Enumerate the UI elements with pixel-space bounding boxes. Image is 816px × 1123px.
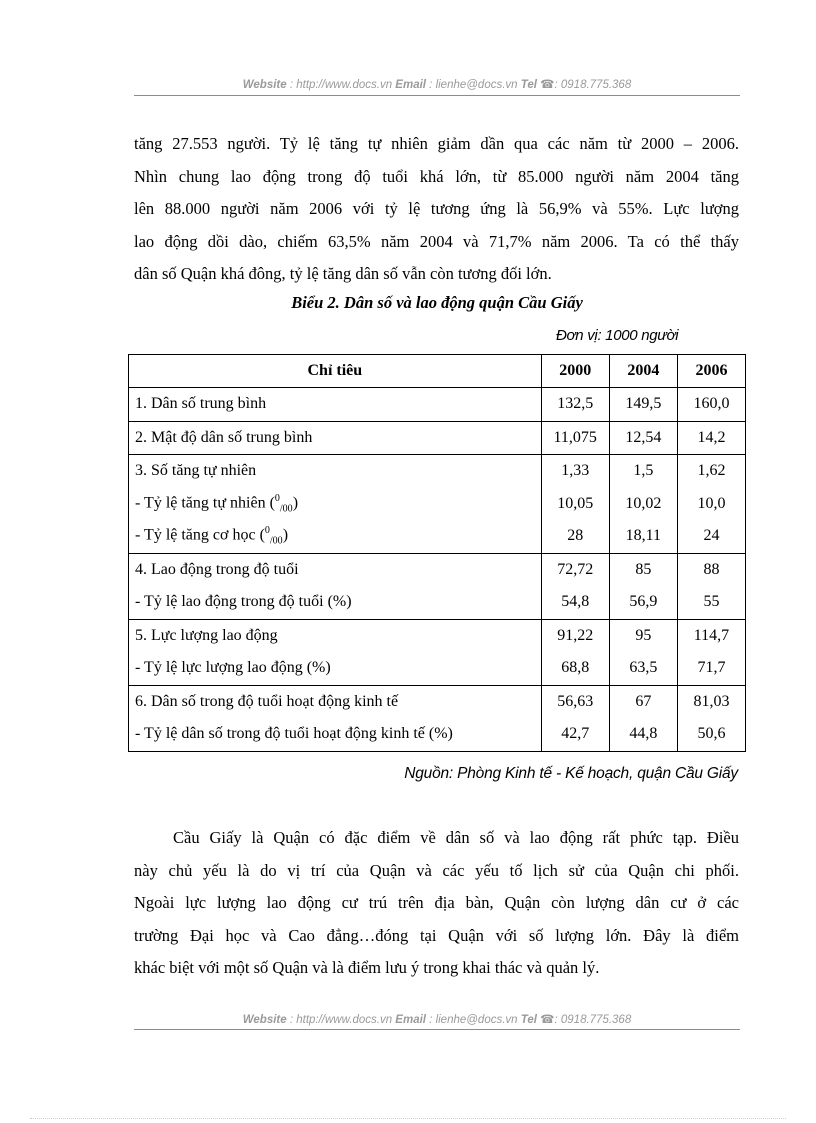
table-row bbox=[129, 652, 746, 685]
cell-value: 11,075 bbox=[541, 421, 609, 455]
cell-value: 1,62 bbox=[677, 455, 745, 488]
cell-value: 42,7 bbox=[541, 718, 609, 751]
permille-sup: 0 bbox=[264, 525, 270, 537]
cell-value: 88 bbox=[677, 553, 745, 586]
cell-value: 95 bbox=[609, 619, 677, 652]
email-value[interactable]: : lienhe@docs.vn bbox=[425, 79, 521, 91]
cell-value: 114,7 bbox=[677, 619, 745, 652]
row-label: 5. Lực lượng lao động bbox=[129, 619, 542, 652]
paragraph-line: Ngoài lực lượng lao động cư trú trên địa bàn, Quận còn lượng dân cư ở các bbox=[134, 893, 739, 913]
cell-value: 14,2 bbox=[677, 421, 745, 455]
paragraph-line: lên 88.000 người năm 2006 với tỷ lệ tương ứng là 56,9% và 55%. Lực lượng bbox=[134, 199, 739, 219]
cell-value: 1,5 bbox=[609, 455, 677, 488]
cell-value: 132,5 bbox=[541, 388, 609, 422]
page-edge-divider bbox=[30, 1118, 786, 1119]
table-row bbox=[129, 455, 746, 488]
analysis-paragraph bbox=[134, 822, 739, 985]
cell-value: 44,8 bbox=[609, 718, 677, 751]
intro-paragraph bbox=[134, 128, 739, 291]
cell-value: 149,5 bbox=[609, 388, 677, 422]
row-label bbox=[129, 488, 542, 521]
row-label bbox=[129, 520, 542, 553]
cell-value: 55 bbox=[677, 586, 745, 619]
row-label: - Tỷ lệ lực lượng lao động (%) bbox=[129, 652, 542, 685]
row-label: 1. Dân số trung bình bbox=[129, 388, 542, 422]
table-row bbox=[129, 488, 746, 521]
cell-value: 50,6 bbox=[677, 718, 745, 751]
table-row bbox=[129, 718, 746, 751]
cell-value: 10,02 bbox=[609, 488, 677, 521]
website-value[interactable]: : http://www.docs.vn bbox=[286, 79, 396, 91]
table-row bbox=[129, 388, 746, 422]
row-label: - Tỷ lệ dân số trong độ tuổi hoạt động kinh tế (%) bbox=[129, 718, 542, 751]
website-label: Website bbox=[242, 1014, 287, 1026]
paragraph-line: Cầu Giấy là Quận có đặc điểm về dân số và lao động rất phức tạp. Điều bbox=[173, 828, 739, 847]
website-value[interactable]: : http://www.docs.vn bbox=[286, 1014, 396, 1026]
header-year-2004: 2004 bbox=[609, 355, 677, 388]
cell-value: 1,33 bbox=[541, 455, 609, 488]
tel-label: Tel bbox=[520, 79, 537, 91]
permille-sub: /00 bbox=[269, 536, 283, 547]
header-year-2006: 2006 bbox=[677, 355, 745, 388]
row-label-tail: ) bbox=[292, 494, 299, 512]
email-label: Email bbox=[395, 1014, 426, 1026]
cell-value: 71,7 bbox=[677, 652, 745, 685]
page-header bbox=[134, 77, 740, 91]
table-row bbox=[129, 685, 746, 718]
cell-value: 68,8 bbox=[541, 652, 609, 685]
table-row bbox=[129, 619, 746, 652]
cell-value: 10,05 bbox=[541, 488, 609, 521]
cell-value: 81,03 bbox=[677, 685, 745, 718]
cell-value: 12,54 bbox=[609, 421, 677, 455]
website-label: Website bbox=[242, 79, 287, 91]
row-label-text: - Tỷ lệ tăng cơ học ( bbox=[135, 526, 265, 544]
table-unit: Đơn vị: 1000 người bbox=[556, 327, 679, 344]
page-footer bbox=[134, 1012, 740, 1026]
permille-sub: /00 bbox=[279, 503, 293, 515]
paragraph-line: khác biệt với một số Quận và là điểm lưu ý trong khai thác và quản lý. bbox=[134, 958, 600, 978]
cell-value: 67 bbox=[609, 685, 677, 718]
cell-value: 24 bbox=[677, 520, 745, 553]
row-label: - Tỷ lệ lao động trong độ tuổi (%) bbox=[129, 586, 542, 619]
header-divider bbox=[134, 95, 740, 96]
email-value[interactable]: : lienhe@docs.vn bbox=[425, 1014, 521, 1026]
paragraph-line: này chủ yếu là do vị trí của Quận và các yếu tố lịch sử của Quận chi phối. bbox=[134, 860, 739, 880]
paragraph-line: lao động dồi dào, chiếm 63,5% năm 2004 và 71,7% năm 2006. Ta có thể thấy bbox=[134, 231, 739, 251]
table-row bbox=[129, 586, 746, 619]
row-label-tail: ) bbox=[282, 526, 289, 544]
table-row bbox=[129, 520, 746, 553]
header-year-2000: 2000 bbox=[541, 355, 609, 388]
row-label: 4. Lao động trong độ tuổi bbox=[129, 553, 542, 586]
table-source: Nguồn: Phòng Kinh tế - Kế hoạch, quận Cầu Giấy bbox=[404, 765, 738, 782]
row-label: 3. Số tăng tự nhiên bbox=[129, 455, 542, 488]
tel-value: ☎: 0918.775.368 bbox=[536, 79, 632, 91]
tel-value: ☎: 0918.775.368 bbox=[536, 1014, 632, 1026]
paragraph-line: tăng 27.553 người. Tỷ lệ tăng tự nhiên giảm dần qua các năm từ 2000 – 2006. bbox=[134, 134, 739, 153]
cell-value: 72,72 bbox=[541, 553, 609, 586]
cell-value: 160,0 bbox=[677, 388, 745, 422]
footer-divider bbox=[134, 1029, 740, 1030]
tel-label: Tel bbox=[520, 1014, 537, 1026]
cell-value: 91,22 bbox=[541, 619, 609, 652]
cell-value: 18,11 bbox=[609, 520, 677, 553]
header-indicator: Chỉ tiêu bbox=[129, 355, 542, 388]
cell-value: 63,5 bbox=[609, 652, 677, 685]
table-row bbox=[129, 421, 746, 455]
row-label-text: - Tỷ lệ tăng tự nhiên ( bbox=[135, 494, 275, 512]
row-label: 6. Dân số trong độ tuổi hoạt động kinh tế bbox=[129, 685, 542, 718]
row-label: 2. Mật độ dân số trung bình bbox=[129, 421, 542, 455]
paragraph-line: Nhìn chung lao động trong độ tuổi khá lớn, từ 85.000 người năm 2004 tăng bbox=[134, 166, 739, 186]
cell-value: 28 bbox=[541, 520, 609, 553]
table-header-row bbox=[129, 355, 746, 388]
paragraph-line: trường Đại học và Cao đẳng…đóng tại Quận với số lượng lớn. Đây là điểm bbox=[134, 925, 739, 945]
cell-value: 10,0 bbox=[677, 488, 745, 521]
paragraph-line: dân số Quận khá đông, tỷ lệ tăng dân số vẫn còn tương đối lớn. bbox=[134, 264, 552, 284]
cell-value: 54,8 bbox=[541, 586, 609, 619]
population-labor-table bbox=[128, 354, 746, 752]
email-label: Email bbox=[395, 79, 426, 91]
table-row bbox=[129, 553, 746, 586]
permille-sup: 0 bbox=[274, 492, 280, 504]
table-caption: Biểu 2. Dân số và lao động quận Cầu Giấy bbox=[291, 293, 583, 312]
cell-value: 56,9 bbox=[609, 586, 677, 619]
cell-value: 85 bbox=[609, 553, 677, 586]
cell-value: 56,63 bbox=[541, 685, 609, 718]
